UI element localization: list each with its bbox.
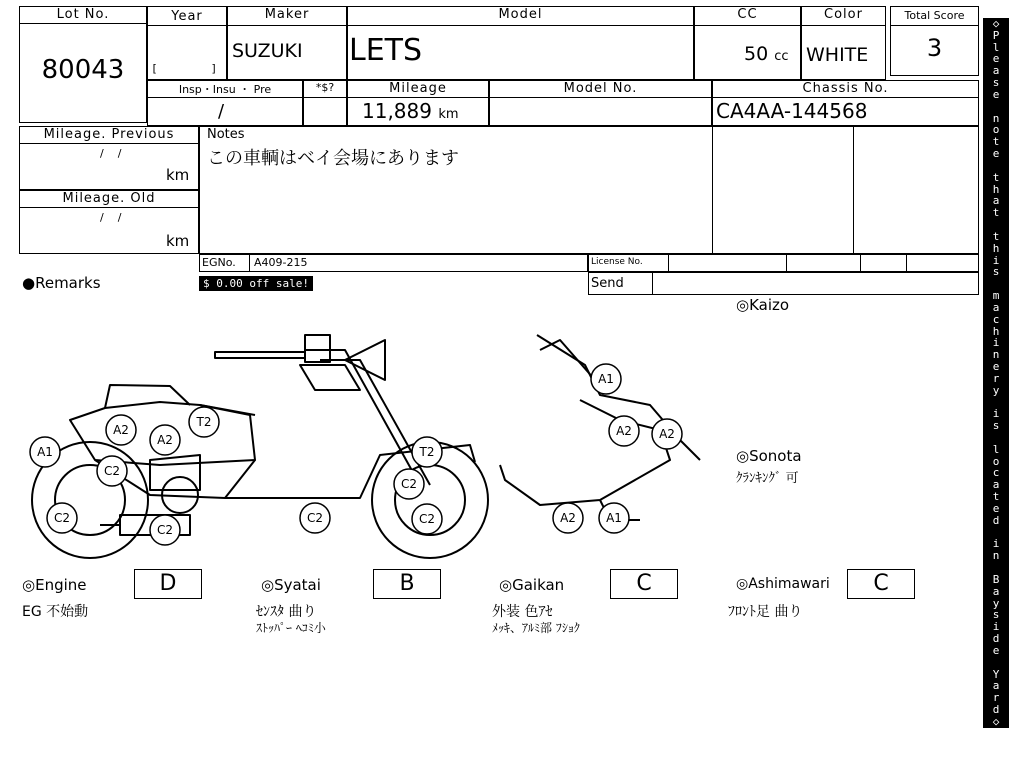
diagram-mark-2 [106,415,136,445]
side-notice-char: c [992,466,1000,480]
side-notice-char: r [992,371,1000,385]
color-divider [801,25,886,26]
side-notice-char: e [992,360,1000,374]
side-notice-char [983,101,1009,113]
notes-label: Notes [207,127,245,142]
svg-text:A1: A1 [606,511,622,525]
model-value: LETS [349,33,423,68]
side-notice-char: a [992,64,1000,78]
side-notice-char: h [992,324,1000,338]
diagram-mark-10 [394,469,424,499]
diagram-mark-5 [97,456,127,486]
insp-label: Insp・Insu ・ Pre [178,83,272,96]
sonota-label: ◎Sonota [736,447,802,465]
year-divider [147,25,227,26]
side-notice-char: d [992,632,1000,646]
side-notice-char: i [992,253,1000,267]
ashimawari-note-1: ﾌﾛﾝﾄ足 曲り [728,604,803,620]
side-notice-char: i [992,537,1000,551]
svg-text:C2: C2 [306,511,324,525]
mileage-label: Mileage [389,81,447,96]
side-notice-char: i [992,407,1000,421]
diagram-mark-13 [609,416,639,446]
ashimawari-grade: C [847,569,915,599]
year-bracket: [ ] [151,62,218,75]
diagram-mark-9 [412,437,442,467]
side-notice-char: o [992,123,1000,137]
diagram-mark-6 [47,503,77,533]
year-label: Year [171,9,203,24]
license-label: License No. [591,257,643,267]
mileage-prev-label: Mileage. Previous [43,127,175,142]
gaikan-note-2: ﾒｯｷ、ｱﾙﾐ部 ﾌｼｮｸ [492,621,580,635]
side-notice-char: d [992,513,1000,527]
engine-no-label: EGNo. [202,256,236,269]
chassis-value: CA4AA-144568 [716,99,868,123]
side-notice-char: h [992,241,1000,255]
ashimawari-label: ◎Ashimawari [736,576,830,592]
svg-text:T2: T2 [419,445,435,459]
mileage-value [362,99,459,123]
kaizo-label: ◎Kaizo [736,296,790,314]
model-no-divider [489,97,712,98]
notes-text: この車輌はベイ会場にあります [207,148,459,169]
sonota-note: ｸﾗﾝｷﾝｸﾞ 可 [736,471,799,486]
remarks-label: ●Remarks [22,274,101,292]
maker-divider [227,25,347,26]
diagram-mark-11 [412,504,442,534]
diagram-mark-12 [591,364,621,394]
side-notice-char: s [992,265,1000,279]
lot-no-divider [19,23,147,24]
mileage-old-divider [19,207,199,208]
side-notice-char: t [992,135,1000,149]
mileage-number: 11,889 [362,99,432,123]
model-no-label: Model No. [563,81,638,96]
cc-label: CC [737,7,758,22]
side-notice-char: o [992,454,1000,468]
side-notice-char: i [992,336,1000,350]
svg-text:A1: A1 [37,445,53,459]
insp-divider [147,97,303,98]
total-score-label: Total Score [904,9,965,22]
diagram-mark-7 [150,515,180,545]
license-divider-2 [786,254,787,272]
side-notice-char: t [992,490,1000,504]
total-score-value: 3 [926,34,943,62]
side-notice-char: i [992,620,1000,634]
side-notice-char: s [992,419,1000,433]
license-divider-4 [906,254,907,272]
chassis-label: Chassis No. [802,81,889,96]
engine-no-divider [249,254,250,272]
side-notice-char: P [992,28,1000,42]
syatai-note-2: ｽﾄｯﾊﾟｰ ﾍｺﾐ小 [256,621,326,635]
mileage-old-label: Mileage. Old [62,191,156,206]
side-notice-char: s [992,608,1000,622]
svg-text:A2: A2 [560,511,576,525]
chassis-divider [712,97,979,98]
svg-text:A2: A2 [616,424,632,438]
svg-text:C2: C2 [103,464,121,478]
side-notice-char: e [992,147,1000,161]
license-box [588,254,979,272]
engine-note-1: EG 不始動 [22,604,89,620]
insp-value: / [218,101,225,122]
side-notice-char: a [992,300,1000,314]
diagram-mark-4 [189,407,219,437]
side-notice-char: a [992,478,1000,492]
model-divider [347,25,694,26]
side-notice-char: y [992,383,1000,397]
model-label: Model [498,7,543,22]
engine-grade: D [134,569,202,599]
lot-no-label: Lot No. [56,7,110,22]
svg-text:A2: A2 [157,433,173,447]
side-notice-char: n [992,348,1000,362]
side-notice-char: d [992,703,1000,717]
gaikan-label: ◎Gaikan [499,576,565,594]
side-notice-char: e [992,501,1000,515]
tax-divider [303,97,347,98]
side-notice-char: a [992,584,1000,598]
color-value: WHITE [806,44,869,66]
side-notice-char: e [992,643,1000,657]
cc-unit: cc [774,49,789,64]
syatai-label: ◎Syatai [261,576,321,594]
engine-label: ◎Engine [22,576,87,594]
tax-label: *$? [315,81,335,94]
lot-no-value: 80043 [41,55,125,85]
side-notice-char: n [992,111,1000,125]
side-notice-char: h [992,182,1000,196]
scooter-diagram [0,290,740,560]
side-notice-char: l [992,442,1000,456]
svg-text:C2: C2 [53,511,71,525]
license-divider-1 [668,254,669,272]
diagram-mark-1 [30,437,60,467]
cc-number: 50 [744,43,769,65]
side-notice-char: ◇ [992,17,1000,30]
diagram-mark-16 [599,503,629,533]
svg-text:C2: C2 [156,523,174,537]
diagram-mark-3 [150,425,180,455]
mileage-prev-slashes: / / [100,147,122,160]
side-notice-char: n [992,549,1000,563]
syatai-note-1: ｾﾝｽﾀ 曲り [256,604,317,620]
side-notice-char: t [992,170,1000,184]
side-notice-char: e [992,52,1000,66]
side-notice-char: Y [992,667,1000,681]
mileage-old-unit: km [166,232,190,250]
mileage-prev-unit: km [166,166,190,184]
svg-text:A2: A2 [659,427,675,441]
svg-text:T2: T2 [196,415,212,429]
total-score-divider [890,25,979,26]
send-label: Send [591,276,624,291]
side-notice-char [983,657,1009,669]
side-notice-char: r [992,691,1000,705]
mileage-unit: km [438,107,459,122]
svg-text:C2: C2 [400,477,418,491]
mileage-prev-divider [19,143,199,144]
side-notice-char: c [992,312,1000,326]
license-divider-3 [860,254,861,272]
diagram-mark-8 [300,503,330,533]
side-notice-char: m [992,289,1000,303]
svg-text:A1: A1 [598,372,614,386]
cc-divider [694,25,801,26]
side-notice-char: s [992,76,1000,90]
mileage-divider [347,97,489,98]
gaikan-grade: C [610,569,678,599]
side-notice-char: a [992,679,1000,693]
side-notice-char: e [992,87,1000,101]
side-notice-char: l [992,40,1000,54]
sale-tag: $ 0.00 off sale! [199,276,313,291]
mileage-old-slashes: / / [100,211,122,224]
diagram-mark-14 [652,419,682,449]
side-notice-char: t [992,206,1000,220]
svg-text:A2: A2 [113,423,129,437]
side-notice [983,18,1009,728]
cc-value [744,43,789,65]
color-label: Color [824,7,863,22]
side-notice-char: a [992,194,1000,208]
maker-value: SUZUKI [232,40,303,62]
engine-no-value: A409-215 [254,256,308,269]
diagram-mark-15 [553,503,583,533]
svg-text:C2: C2 [418,512,436,526]
side-notice-char: B [992,572,1000,586]
side-notice-char: ◇ [992,714,1000,728]
side-notice-char: y [992,596,1000,610]
gaikan-note-1: 外装 色ｱｾ [492,604,553,620]
side-notice-char [983,160,1009,172]
notes-col-divider-2 [853,126,854,254]
side-notice-char: t [992,229,1000,243]
notes-col-divider-1 [712,126,713,254]
syatai-grade: B [373,569,441,599]
maker-label: Maker [264,7,310,22]
